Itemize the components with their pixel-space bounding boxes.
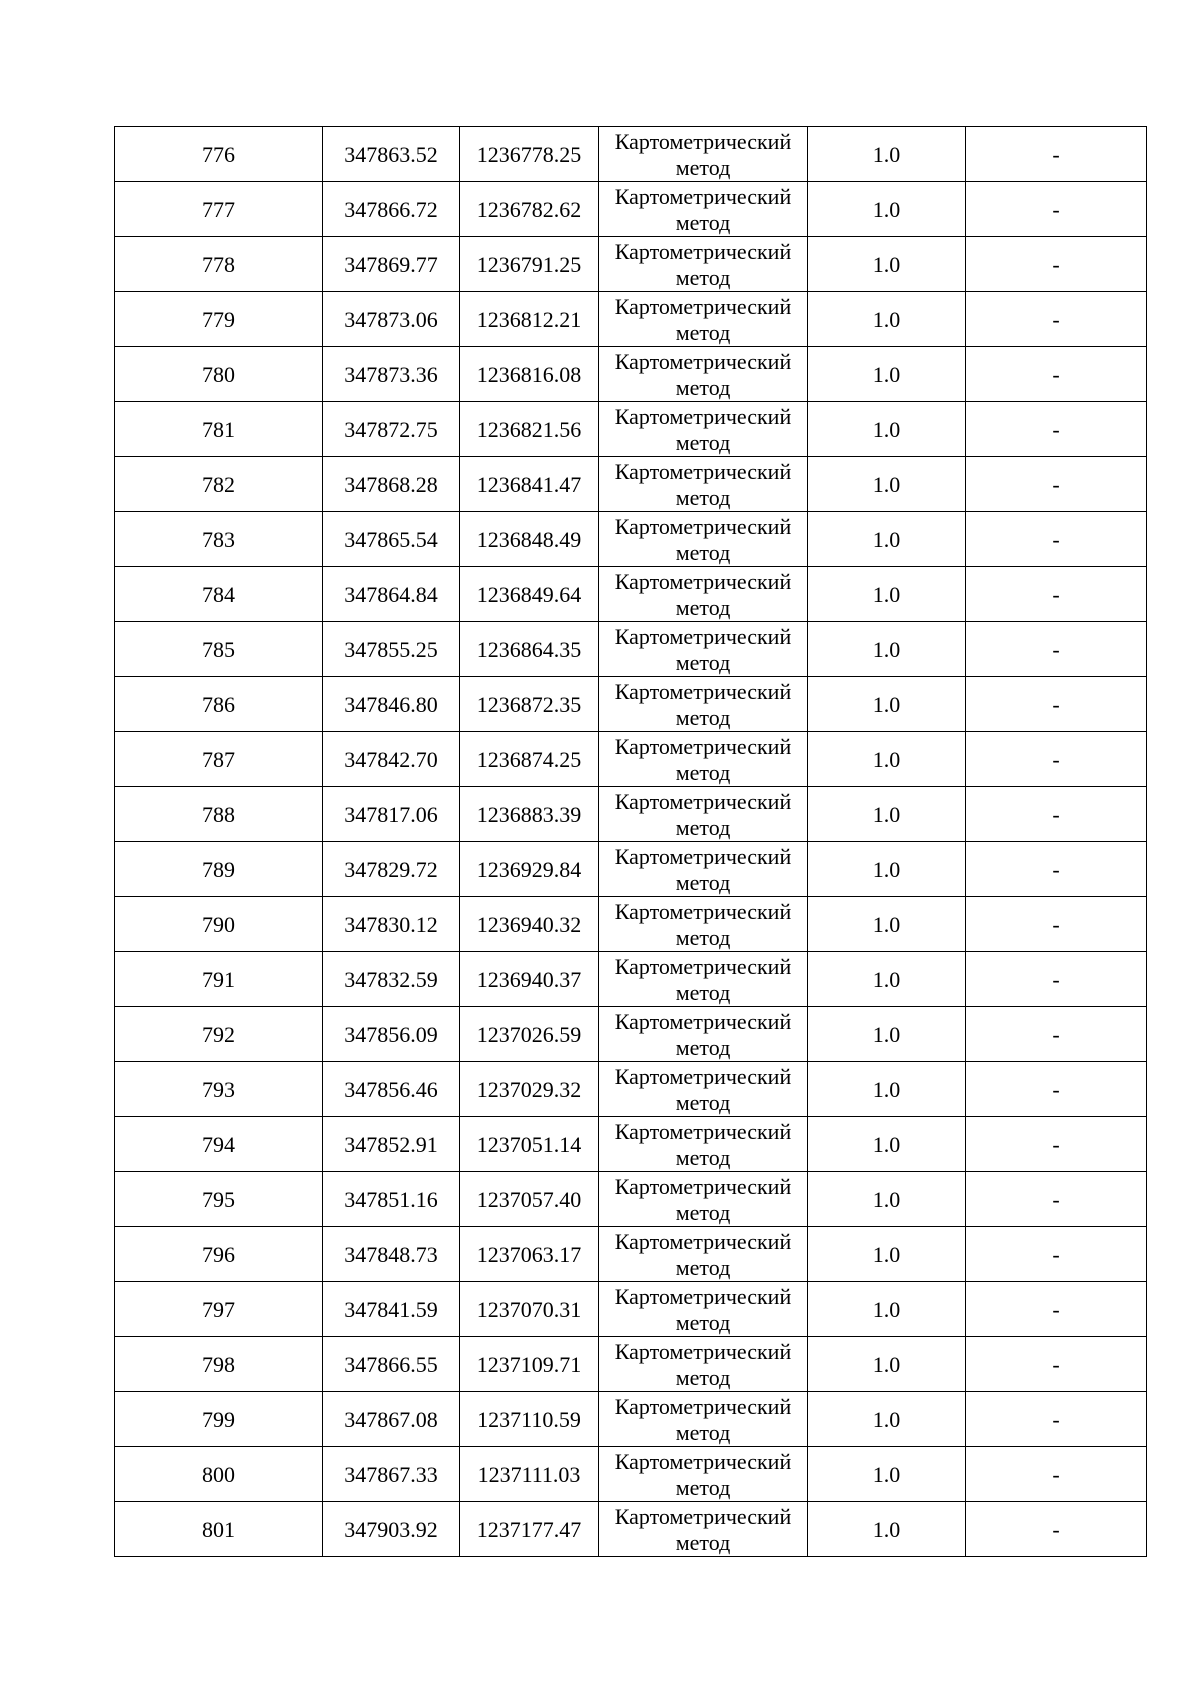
accuracy-cell: 1.0 [808,622,966,677]
point-number-cell: 781 [115,402,323,457]
x-coordinate-cell: 347817.06 [323,787,460,842]
y-coordinate-cell: 1237070.31 [460,1282,599,1337]
accuracy-cell: 1.0 [808,237,966,292]
note-cell: - [966,732,1147,787]
accuracy-cell: 1.0 [808,897,966,952]
point-number-cell: 801 [115,1502,323,1557]
point-number-cell: 778 [115,237,323,292]
note-cell: - [966,842,1147,897]
point-number-cell: 779 [115,292,323,347]
method-line-1: Картометрический [614,183,792,209]
method-line-2: метод [675,814,731,840]
point-number-cell: 799 [115,1392,323,1447]
method-cell [599,842,808,897]
method-line-2: метод [675,1364,731,1390]
y-coordinate-cell: 1236872.35 [460,677,599,732]
point-number-cell: 783 [115,512,323,567]
accuracy-cell: 1.0 [808,567,966,622]
point-number-cell: 794 [115,1117,323,1172]
point-number-cell: 786 [115,677,323,732]
table-row [115,1117,1147,1172]
method-line-1: Картометрический [614,348,792,374]
point-number-cell: 784 [115,567,323,622]
method-line-2: метод [675,1144,731,1170]
x-coordinate-cell: 347873.06 [323,292,460,347]
accuracy-cell: 1.0 [808,1282,966,1337]
accuracy-cell: 1.0 [808,1337,966,1392]
point-number-cell: 793 [115,1062,323,1117]
table-row [115,512,1147,567]
method-cell [599,127,808,182]
y-coordinate-cell: 1236940.32 [460,897,599,952]
method-cell [599,677,808,732]
method-line-1: Картометрический [614,898,792,924]
table-row [115,567,1147,622]
method-line-1: Картометрический [614,1173,792,1199]
method-cell [599,1062,808,1117]
point-number-cell: 782 [115,457,323,512]
point-number-cell: 785 [115,622,323,677]
y-coordinate-cell: 1236812.21 [460,292,599,347]
y-coordinate-cell: 1236874.25 [460,732,599,787]
note-cell: - [966,1447,1147,1502]
table-row [115,1282,1147,1337]
method-cell [599,732,808,787]
y-coordinate-cell: 1237026.59 [460,1007,599,1062]
note-cell: - [966,292,1147,347]
note-cell: - [966,787,1147,842]
note-cell: - [966,512,1147,567]
accuracy-cell: 1.0 [808,127,966,182]
y-coordinate-cell: 1236778.25 [460,127,599,182]
method-cell [599,512,808,567]
accuracy-cell: 1.0 [808,1447,966,1502]
x-coordinate-cell: 347903.92 [323,1502,460,1557]
accuracy-cell: 1.0 [808,1502,966,1557]
note-cell: - [966,1392,1147,1447]
table-row [115,842,1147,897]
x-coordinate-cell: 347863.52 [323,127,460,182]
method-line-2: метод [675,264,731,290]
x-coordinate-cell: 347846.80 [323,677,460,732]
x-coordinate-cell: 347832.59 [323,952,460,1007]
table-row [115,182,1147,237]
method-cell [599,787,808,842]
point-number-cell: 795 [115,1172,323,1227]
coordinates-table-body [115,127,1147,1557]
method-line-1: Картометрический [614,678,792,704]
note-cell: - [966,567,1147,622]
note-cell: - [966,677,1147,732]
point-number-cell: 787 [115,732,323,787]
table-row [115,1062,1147,1117]
y-coordinate-cell: 1236883.39 [460,787,599,842]
note-cell: - [966,1282,1147,1337]
table-row [115,347,1147,402]
y-coordinate-cell: 1237111.03 [460,1447,599,1502]
accuracy-cell: 1.0 [808,1117,966,1172]
table-row [115,1227,1147,1282]
method-line-2: метод [675,484,731,510]
x-coordinate-cell: 347864.84 [323,567,460,622]
method-line-1: Картометрический [614,458,792,484]
x-coordinate-cell: 347865.54 [323,512,460,567]
accuracy-cell: 1.0 [808,677,966,732]
method-cell [599,1502,808,1557]
point-number-cell: 798 [115,1337,323,1392]
note-cell: - [966,897,1147,952]
note-cell: - [966,622,1147,677]
note-cell: - [966,1502,1147,1557]
note-cell: - [966,1337,1147,1392]
table-row [115,1007,1147,1062]
y-coordinate-cell: 1236849.64 [460,567,599,622]
y-coordinate-cell: 1237109.71 [460,1337,599,1392]
method-line-1: Картометрический [614,1448,792,1474]
x-coordinate-cell: 347868.28 [323,457,460,512]
note-cell: - [966,457,1147,512]
table-row [115,127,1147,182]
method-cell [599,347,808,402]
accuracy-cell: 1.0 [808,842,966,897]
table-row [115,1447,1147,1502]
table-row [115,237,1147,292]
method-line-1: Картометрический [614,1393,792,1419]
x-coordinate-cell: 347848.73 [323,1227,460,1282]
method-cell [599,402,808,457]
point-number-cell: 776 [115,127,323,182]
x-coordinate-cell: 347855.25 [323,622,460,677]
point-number-cell: 800 [115,1447,323,1502]
y-coordinate-cell: 1237029.32 [460,1062,599,1117]
method-line-1: Картометрический [614,403,792,429]
note-cell: - [966,1172,1147,1227]
accuracy-cell: 1.0 [808,457,966,512]
method-cell [599,1227,808,1282]
method-line-2: метод [675,429,731,455]
table-row [115,732,1147,787]
x-coordinate-cell: 347867.08 [323,1392,460,1447]
method-cell [599,1392,808,1447]
method-line-1: Картометрический [614,513,792,539]
method-line-2: метод [675,319,731,345]
table-row [115,457,1147,512]
table-row [115,1392,1147,1447]
method-line-2: метод [675,704,731,730]
table-row [115,1502,1147,1557]
method-cell [599,1007,808,1062]
method-line-1: Картометрический [614,1283,792,1309]
accuracy-cell: 1.0 [808,952,966,1007]
y-coordinate-cell: 1236821.56 [460,402,599,457]
method-line-2: метод [675,759,731,785]
method-line-1: Картометрический [614,1503,792,1529]
x-coordinate-cell: 347856.46 [323,1062,460,1117]
note-cell: - [966,1117,1147,1172]
x-coordinate-cell: 347867.33 [323,1447,460,1502]
accuracy-cell: 1.0 [808,787,966,842]
x-coordinate-cell: 347866.72 [323,182,460,237]
table-row [115,292,1147,347]
method-line-1: Картометрический [614,788,792,814]
method-line-2: метод [675,1529,731,1555]
table-row [115,622,1147,677]
accuracy-cell: 1.0 [808,1062,966,1117]
note-cell: - [966,1007,1147,1062]
point-number-cell: 796 [115,1227,323,1282]
method-cell [599,1282,808,1337]
table-row [115,677,1147,732]
note-cell: - [966,952,1147,1007]
point-number-cell: 777 [115,182,323,237]
note-cell: - [966,1062,1147,1117]
point-number-cell: 791 [115,952,323,1007]
accuracy-cell: 1.0 [808,1227,966,1282]
y-coordinate-cell: 1236848.49 [460,512,599,567]
method-cell [599,567,808,622]
table-row [115,952,1147,1007]
y-coordinate-cell: 1237051.14 [460,1117,599,1172]
method-cell [599,1337,808,1392]
y-coordinate-cell: 1237177.47 [460,1502,599,1557]
note-cell: - [966,182,1147,237]
x-coordinate-cell: 347872.75 [323,402,460,457]
method-line-1: Картометрический [614,568,792,594]
table-row [115,897,1147,952]
x-coordinate-cell: 347851.16 [323,1172,460,1227]
method-line-2: метод [675,979,731,1005]
y-coordinate-cell: 1236791.25 [460,237,599,292]
accuracy-cell: 1.0 [808,1172,966,1227]
method-line-2: метод [675,1089,731,1115]
point-number-cell: 788 [115,787,323,842]
note-cell: - [966,237,1147,292]
method-cell [599,622,808,677]
accuracy-cell: 1.0 [808,1392,966,1447]
coordinates-table [114,126,1147,1557]
table-row [115,1172,1147,1227]
method-cell [599,952,808,1007]
method-line-1: Картометрический [614,128,792,154]
method-line-2: метод [675,869,731,895]
accuracy-cell: 1.0 [808,732,966,787]
point-number-cell: 789 [115,842,323,897]
y-coordinate-cell: 1236864.35 [460,622,599,677]
y-coordinate-cell: 1237057.40 [460,1172,599,1227]
method-cell [599,292,808,347]
method-line-2: метод [675,539,731,565]
accuracy-cell: 1.0 [808,182,966,237]
method-line-1: Картометрический [614,623,792,649]
y-coordinate-cell: 1236940.37 [460,952,599,1007]
method-line-1: Картометрический [614,733,792,759]
method-line-2: метод [675,154,731,180]
method-line-2: метод [675,594,731,620]
method-line-1: Картометрический [614,293,792,319]
x-coordinate-cell: 347842.70 [323,732,460,787]
method-line-1: Картометрический [614,1228,792,1254]
method-line-1: Картометрический [614,1338,792,1364]
x-coordinate-cell: 347829.72 [323,842,460,897]
accuracy-cell: 1.0 [808,1007,966,1062]
method-line-2: метод [675,649,731,675]
y-coordinate-cell: 1236816.08 [460,347,599,402]
accuracy-cell: 1.0 [808,347,966,402]
table-row [115,402,1147,457]
method-line-2: метод [675,1309,731,1335]
y-coordinate-cell: 1236929.84 [460,842,599,897]
method-cell [599,1117,808,1172]
point-number-cell: 797 [115,1282,323,1337]
method-line-2: метод [675,924,731,950]
method-line-2: метод [675,374,731,400]
method-line-1: Картометрический [614,238,792,264]
method-line-1: Картометрический [614,1063,792,1089]
x-coordinate-cell: 347873.36 [323,347,460,402]
x-coordinate-cell: 347869.77 [323,237,460,292]
note-cell: - [966,347,1147,402]
method-cell [599,1447,808,1502]
note-cell: - [966,127,1147,182]
table-row [115,787,1147,842]
y-coordinate-cell: 1236782.62 [460,182,599,237]
method-line-2: метод [675,209,731,235]
point-number-cell: 790 [115,897,323,952]
accuracy-cell: 1.0 [808,512,966,567]
x-coordinate-cell: 347841.59 [323,1282,460,1337]
x-coordinate-cell: 347856.09 [323,1007,460,1062]
y-coordinate-cell: 1236841.47 [460,457,599,512]
method-line-2: метод [675,1419,731,1445]
x-coordinate-cell: 347866.55 [323,1337,460,1392]
x-coordinate-cell: 347852.91 [323,1117,460,1172]
method-cell [599,182,808,237]
method-line-1: Картометрический [614,843,792,869]
method-line-2: метод [675,1254,731,1280]
accuracy-cell: 1.0 [808,402,966,457]
method-line-2: метод [675,1199,731,1225]
y-coordinate-cell: 1237063.17 [460,1227,599,1282]
y-coordinate-cell: 1237110.59 [460,1392,599,1447]
method-cell [599,457,808,512]
accuracy-cell: 1.0 [808,292,966,347]
method-cell [599,237,808,292]
x-coordinate-cell: 347830.12 [323,897,460,952]
point-number-cell: 780 [115,347,323,402]
method-line-2: метод [675,1474,731,1500]
method-line-1: Картометрический [614,953,792,979]
method-line-2: метод [675,1034,731,1060]
note-cell: - [966,1227,1147,1282]
method-line-1: Картометрический [614,1008,792,1034]
method-line-1: Картометрический [614,1118,792,1144]
note-cell: - [966,402,1147,457]
table-row [115,1337,1147,1392]
method-cell [599,1172,808,1227]
point-number-cell: 792 [115,1007,323,1062]
method-cell [599,897,808,952]
